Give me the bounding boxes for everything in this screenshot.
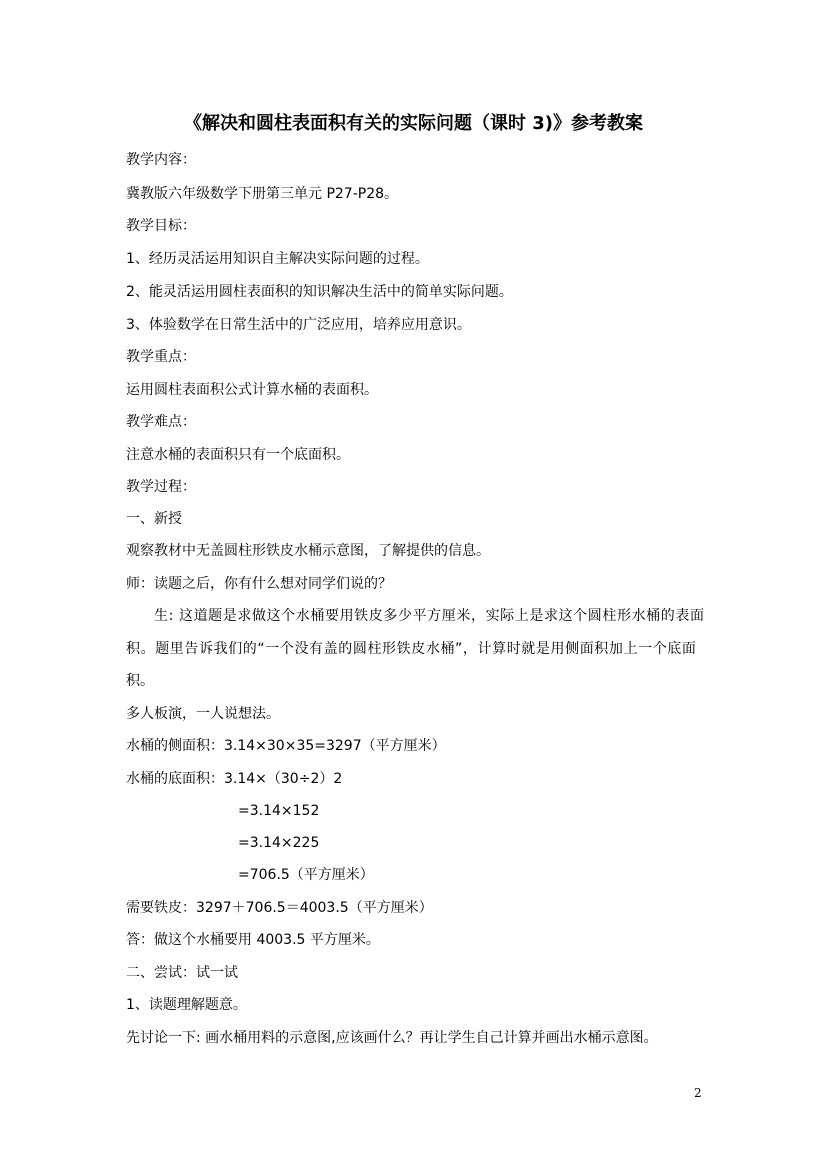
section-heading-process: 教学过程：	[126, 479, 196, 495]
paragraph: 注意水桶的表面积只有一个底面积。	[126, 447, 350, 463]
subheading: 一、新授	[126, 511, 182, 527]
page-number: 2	[694, 1086, 702, 1100]
section-heading-goals: 教学目标：	[126, 218, 196, 234]
paragraph: 冀教版六年级数学下册第三单元 P27-P28。	[126, 186, 399, 202]
subheading: 二、尝试：试一试	[126, 965, 238, 981]
paragraph: 生: 这道题是求做这个水桶要用铁皮多少平方厘米，实际上是求这个圆柱形水桶的表面	[154, 608, 705, 624]
paragraph: 答：做这个水桶要用 4003.5 平方厘米。	[126, 932, 380, 948]
paragraph: 观察教材中无盖圆柱形铁皮水桶示意图，了解提供的信息。	[126, 543, 490, 559]
formula-line: 需要铁皮：3297＋706.5＝4003.5（平方厘米）	[126, 900, 433, 916]
document-title: 《解决和圆柱表面积有关的实际问题（课时 3)》参考教案	[183, 113, 643, 134]
paragraph: 积。	[126, 673, 154, 689]
section-heading-content: 教学内容：	[126, 152, 196, 168]
list-item: 3、体验数学在日常生活中的广泛应用，培养应用意识。	[126, 317, 471, 333]
list-item: 2、能灵活运用圆柱表面积的知识解决生活中的简单实际问题。	[126, 284, 513, 300]
paragraph: 师：读题之后，你有什么想对同学们说的？	[126, 576, 392, 592]
paragraph: 多人板演，一人说想法。	[126, 706, 280, 722]
paragraph: 运用圆柱表面积公式计算水桶的表面积。	[126, 382, 378, 398]
formula-line: 水桶的底面积：3.14×（30÷2）2	[126, 771, 343, 787]
list-item: 1、读题理解题意。	[126, 997, 247, 1013]
list-item: 1、经历灵活运用知识自主解决实际问题的过程。	[126, 251, 429, 267]
section-heading-key-point: 教学重点：	[126, 349, 196, 365]
formula-line: =3.14×225	[238, 835, 320, 851]
paragraph: 先讨论一下: 画水桶用料的示意图,应该画什么？再让学生自己计算并画出水桶示意图。	[126, 1030, 658, 1046]
formula-line: =706.5（平方厘米）	[238, 867, 374, 883]
section-heading-difficulty: 教学难点：	[126, 414, 196, 430]
formula-line: =3.14×152	[238, 803, 320, 819]
paragraph: 积。题里告诉我们的“一个没有盖的圆柱形铁皮水桶”，计算时就是用侧面积加上一个底面	[126, 641, 697, 657]
formula-line: 水桶的侧面积：3.14×30×35=3297（平方厘米）	[126, 738, 446, 754]
